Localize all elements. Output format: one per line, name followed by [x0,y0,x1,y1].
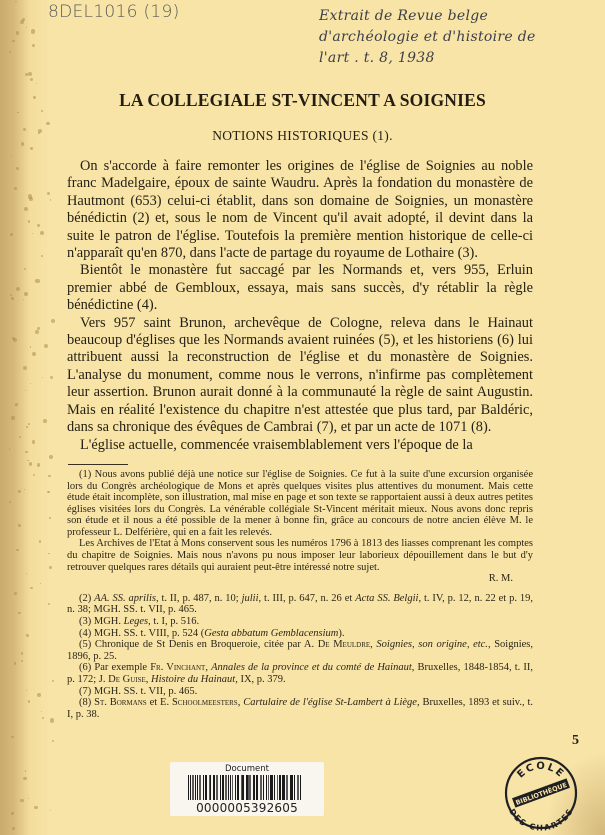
barcode-bar [205,775,207,800]
barcode-bar [266,775,267,800]
barcode-bar [225,775,227,800]
footnote-text: Fr. Vinchant [150,662,206,674]
barcode-bar [270,775,273,800]
footnote-item [67,639,533,662]
body-paragraph: Vers 957 saint Brunon, archevêque de Cologne, releva dans le Hainaut beaucoup d'églises que les Normands avaient ruinées (5), et les historiens (6) lui attribuent aussi la reconstruction de l'église et du monastère de Soignies. L'analyse du monument, comme nous le verrons, n'infirme pas complètement leur assertion. Brunon aurait donné à la communauté la règle de saint Augustin. Mais en réalité l'existence du chapitre n'est attestée que plus tard, par Baldéric, dans sa chronique des évêques de Cambrai (7), et par un acte de 1071 (8). [67,314,533,436]
footnote-number: (5) [79,639,95,651]
barcode-bar [197,775,198,800]
footnote-number: (7) [79,685,94,697]
footnote-text: Annales de la province et du comté de Hainaut [211,662,412,674]
page-header [0,0,605,69]
barcode-bar [190,775,191,800]
footnote-number: (6) [79,662,95,674]
footnote-text: , [237,697,244,709]
footnote-list [67,593,533,721]
footnote-text: Histoire du Hainaut [151,674,236,685]
barcode-bar [286,775,289,800]
page-number: 5 [572,733,579,749]
barcode-bar [300,775,301,800]
footnote-item [67,616,533,628]
footnote-1: (1) Nous avons publié déjà une notice sur l'église de Soignies. Ce fut à la suite d'une excursion organisée lors du Congrès archéologique de Mons et après quelques visites plus attentives du monument. Mais cette étude était incomplète, son illustration, mal mise en page et son texte se rapportaient aussi à deux autres petites églises visitées lors du Congrès. La vénérable collégiale St-Vincent méritait mieux. Nous avons donc repris son étude et il nous a été possible de la mener à bonne fin, grâce au concours de notre ancien élève M. le professeur L. Delférière, qui en a fait les relevés. [67,468,533,538]
barcode-bar [253,775,256,800]
footnote-text: , t. II, p. 487, n. 10; [155,592,242,604]
footnote-text: , [205,662,212,674]
provenance-line: d'archéologie et d'histoire de [319,29,536,45]
footnote-item [67,593,533,616]
barcode-bar [213,775,215,800]
barcode-number: 0000005392605 [196,801,298,816]
handwritten-provenance-note [319,6,601,69]
barcode-bar [256,775,258,800]
footnote-text: E. Schoolmeesters [160,697,238,709]
barcode-bar [192,775,194,800]
body-paragraph: L'église actuelle, commencée vraisemblablement vers l'époque de la [80,436,473,453]
footnote-text: Soignies, son origine, etc. [376,639,488,651]
barcode-bar [222,775,224,800]
footnote-1-continued: Les Archives de l'Etat à Mons conservent sous les numéros 1796 à 1813 des liasses comprenant les comptes du chapitre de Soignies. Mais nous n'avons pu nous imposer leur laborieux dépouillement dans le but d'y retrouver quelques rares détails qui auraient peut-être intéressé notre sujet. [67,538,533,573]
barcode-bar [279,775,281,800]
footnote-text: Gesta abbatum Gemblacensium [204,627,339,639]
footnote-text: Leges [123,616,149,628]
barcode-bar [199,775,201,800]
footnote-item [67,697,533,720]
footnote-separator [68,464,128,465]
article-body [67,158,533,454]
footnote-text: , [370,639,377,651]
footnote-text: St. Bormans [94,697,147,709]
barcode-bar [237,775,239,800]
barcode-bar [203,775,205,800]
barcode-bar [277,775,278,800]
barcode-bar [260,775,263,800]
footnote-number: (4) [79,627,94,639]
barcode-bar [209,775,210,800]
library-stamp-icon [503,755,579,831]
barcode-bar [220,775,221,800]
footnote-text: , t. I, p. 516. [148,616,200,628]
footnote-text: MGH. SS. t. VIII, p. 524 ( [93,627,205,639]
footnote-item [67,662,533,685]
footnote-text: , IX, p. 379. [235,674,286,685]
section-heading: NOTIONS HISTORIQUES (1). [212,128,393,143]
footnote-text: De Guise [108,674,146,685]
barcode-bar [263,775,264,800]
barcode-bar [241,775,242,800]
footnote-text: , t. IV, p. 12, n. 22 et p. 19, n. 38; MGH. SS. t. VII, p. 465. [67,592,533,616]
barcode-bar [242,775,244,800]
footnote-text: Cartulaire de l'église St-Lambert à Liège [243,697,417,709]
barcode-bar [228,775,229,800]
footnote-text: Par exemple [94,662,151,674]
barcode-bar [195,775,196,800]
barcode-bar [210,775,211,800]
footnote-text: ). [338,627,345,639]
footnote-text: , [145,674,152,685]
barcode-bar [290,775,293,800]
footnote-text: AA. SS. aprilis [94,592,156,604]
page-footer [0,732,605,831]
footnote-number: (8) [79,697,95,709]
footnotes [67,469,533,720]
barcode-bar [235,775,237,800]
barcode-bar [268,775,269,800]
footnote-text: De Meuldre [317,639,371,651]
barcode-bar [216,775,219,800]
body-paragraph: Bientôt le monastère fut saccagé par les Normands et, vers 955, Erluin premier abbé de Gembloux, essaya, mais sans succès, d'y rétablir la règle bénédictine (4). [67,262,533,314]
barcode-bar [294,775,296,800]
stamp-bottom-text: DES CHARTES [507,807,575,832]
footnote-signature: R. M. [488,573,513,585]
footer-right [503,732,579,831]
footnote-item [67,686,533,698]
barcode-label [170,762,324,816]
barcode-icon [188,775,306,800]
provenance-line: l'art . t. 8, 1938 [319,50,435,66]
barcode-heading: Document [224,764,270,775]
barcode-bar [297,775,299,800]
footnote-text: julii [241,592,259,604]
body-paragraph: On s'accorde à faire remonter les origines de l'église de Soignies au noble franc Madelgaire, époux de sainte Waudru. Après la fondation du monastère de Hautmont (653) celui-ci établit, dans son domaine de Soignies, un monastère bénédictin (2) et, sous le nom de Vincent qu'il avait adopté, il devint dans la suite le patron de l'église. Toutefois la première mention historique de celle-ci n'apparaît qu'en 870, dans l'acte de partage du royaume de Lothaire (3). [67,158,533,262]
footnote-text: , Bruxelles, 1848-1854, t. II, p. 172; J. [67,662,534,685]
footnote-item [67,628,533,640]
stamp-center-text: BIBLIOTHÈQUE [514,781,569,808]
provenance-line: Extrait de Revue belge [319,8,489,24]
barcode-bar [188,775,189,800]
footnote-number: (3) [79,616,94,628]
article-title: LA COLLEGIALE ST-VINCENT A SOIGNIES [119,90,486,110]
footnote-text: , t. III, p. 647, n. 26 et [258,592,356,604]
barcode-bar [232,775,233,800]
barcode-bar [248,775,251,800]
footnote-text: MGH. SS. t. VII, p. 465. [93,685,198,697]
footnote-text: Acta SS. Belgii [355,592,419,604]
handwritten-call-number: 8DEL1016 (19) [48,2,180,22]
barcode-bar [274,775,276,800]
footnote-text: , Soignies, 1896, p. 25. [67,639,533,662]
barcode-bar [246,775,248,800]
footnote-text: MGH. [93,616,124,628]
footnote-number: (2) [79,592,95,604]
barcode-bar [282,775,285,800]
footnote-text: et [146,697,161,709]
stamp-top-text: ECOLE [515,761,567,781]
footnote-text: , Bruxelles, 1893 et suiv., t. I, p. 38. [67,697,534,720]
barcode-bar [230,775,231,800]
footnote-text: Chronique de St Denis en Broqueroie, citée par A. [94,639,318,651]
